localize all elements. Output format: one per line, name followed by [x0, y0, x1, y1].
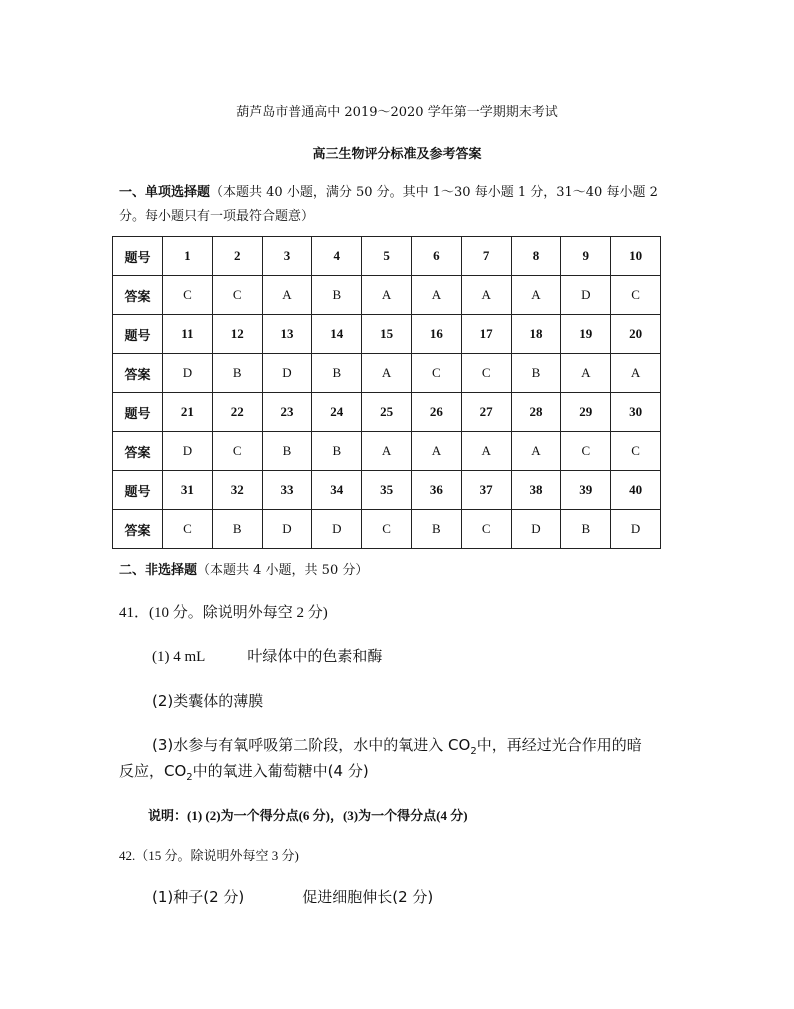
question-number-cell: 22: [212, 393, 262, 432]
section2-heading: 二、非选择题: [119, 563, 198, 578]
question-number-cell: 24: [312, 393, 362, 432]
answer-table: [112, 236, 661, 549]
answer-row: [113, 510, 661, 549]
row-label-number: 题号: [113, 471, 163, 510]
question-number-cell: 4: [312, 237, 362, 276]
answer-cell: C: [411, 354, 461, 393]
answer-cell: C: [611, 432, 661, 471]
question-number-cell: 9: [561, 237, 611, 276]
answer-cell: A: [362, 276, 412, 315]
answer-cell: C: [362, 510, 412, 549]
question-number-cell: 34: [312, 471, 362, 510]
question-number-cell: 8: [511, 237, 561, 276]
answer-cell: B: [511, 354, 561, 393]
q41-answer-3-line1-rest: 中，再经过光合作用的暗: [476, 736, 642, 754]
answer-cell: A: [411, 276, 461, 315]
q41-header: 41．(10 分。除说明外每空 2 分): [119, 605, 328, 621]
answer-cell: D: [163, 354, 213, 393]
question-number-cell: 39: [561, 471, 611, 510]
answer-cell: B: [212, 354, 262, 393]
answer-cell: B: [561, 510, 611, 549]
question-number-cell: 13: [262, 315, 312, 354]
answer-row: [113, 432, 661, 471]
answer-cell: A: [461, 432, 511, 471]
question-number-cell: 20: [611, 315, 661, 354]
answer-cell: A: [262, 276, 312, 315]
answer-cell: D: [163, 432, 213, 471]
question-number-cell: 16: [411, 315, 461, 354]
section1-description-line1: （本题共 40 小题，满分 50 分。其中 1～30 每小题 1 分，31～40 每小题 2: [210, 185, 658, 200]
answer-cell: D: [262, 354, 312, 393]
question-number-cell: 37: [461, 471, 511, 510]
answer-cell: A: [411, 432, 461, 471]
question-number-cell: 36: [411, 471, 461, 510]
question-number-cell: 29: [561, 393, 611, 432]
question-number-cell: 30: [611, 393, 661, 432]
answer-row: [113, 276, 661, 315]
answer-cell: D: [262, 510, 312, 549]
number-row: [113, 471, 661, 510]
row-label-answer: 答案: [113, 354, 163, 393]
question-number-cell: 31: [163, 471, 213, 510]
q41-answer-3-line2-text: 反应，CO: [119, 762, 187, 780]
question-number-cell: 6: [411, 237, 461, 276]
answer-cell: C: [212, 432, 262, 471]
answer-cell: D: [511, 510, 561, 549]
row-label-number: 题号: [113, 393, 163, 432]
section1-intro: [119, 181, 658, 229]
q42-answer-1-part2: 促进细胞伸长(2 分): [302, 888, 434, 906]
answer-cell: B: [312, 432, 362, 471]
q41-answer-3-line2-rest: 中的氧进入葡萄糖中(4 分): [192, 762, 369, 780]
number-row: [113, 315, 661, 354]
question-number-cell: 26: [411, 393, 461, 432]
co2-subscript: 2: [186, 772, 193, 783]
question-number-cell: 18: [511, 315, 561, 354]
exam-title: 葫芦岛市普通高中 2019～2020 学年第一学期期末考试: [236, 105, 558, 120]
question-number-cell: 2: [212, 237, 262, 276]
section1-description-line2: 分。每小题只有一项最符合题意）: [119, 209, 315, 224]
question-number-cell: 10: [611, 237, 661, 276]
question-number-cell: 23: [262, 393, 312, 432]
question-number-cell: 21: [163, 393, 213, 432]
question-number-cell: 3: [262, 237, 312, 276]
question-number-cell: 40: [611, 471, 661, 510]
co2-subscript: 2: [470, 746, 477, 757]
q42-answer-1: [152, 886, 433, 907]
row-label-answer: 答案: [113, 510, 163, 549]
answer-cell: C: [461, 510, 511, 549]
answer-cell: A: [611, 354, 661, 393]
row-label-number: 题号: [113, 237, 163, 276]
answer-cell: A: [362, 432, 412, 471]
question-number-cell: 33: [262, 471, 312, 510]
question-number-cell: 1: [163, 237, 213, 276]
row-label-number: 题号: [113, 315, 163, 354]
answer-row: [113, 354, 661, 393]
answer-cell: B: [411, 510, 461, 549]
answer-cell: A: [362, 354, 412, 393]
answer-cell: B: [212, 510, 262, 549]
answer-cell: D: [312, 510, 362, 549]
answer-cell: C: [561, 432, 611, 471]
answer-cell: C: [461, 354, 511, 393]
question-number-cell: 17: [461, 315, 511, 354]
answer-cell: A: [511, 432, 561, 471]
question-number-cell: 35: [362, 471, 412, 510]
answer-cell: A: [561, 354, 611, 393]
question-number-cell: 38: [511, 471, 561, 510]
question-number-cell: 15: [362, 315, 412, 354]
answer-key-subtitle: 高三生物评分标准及参考答案: [312, 147, 482, 162]
answer-cell: C: [163, 510, 213, 549]
q41-answer-3-line2: [119, 760, 369, 783]
q42-header: 42.（15 分。除说明外每空 3 分): [119, 848, 299, 863]
q41-answer-3-line1-text: (3)水参与有氧呼吸第二阶段，水中的氧进入 CO: [152, 736, 471, 754]
section1-heading: 一、单项选择题: [119, 185, 211, 200]
question-number-cell: 25: [362, 393, 412, 432]
answer-cell: C: [212, 276, 262, 315]
section2-description: （本题共 4 小题，共 50 分）: [197, 563, 369, 578]
number-row: [113, 393, 661, 432]
question-number-cell: 5: [362, 237, 412, 276]
answer-cell: B: [312, 276, 362, 315]
question-number-cell: 12: [212, 315, 262, 354]
question-number-cell: 19: [561, 315, 611, 354]
q41-answer-3-line1: [152, 734, 642, 757]
question-number-cell: 7: [461, 237, 511, 276]
answer-cell: C: [611, 276, 661, 315]
row-label-answer: 答案: [113, 276, 163, 315]
question-number-cell: 14: [312, 315, 362, 354]
answer-cell: B: [312, 354, 362, 393]
q41-answer-2: (2)类囊体的薄膜: [152, 692, 264, 710]
q41-answer-1: [152, 645, 382, 666]
answer-cell: B: [262, 432, 312, 471]
answer-cell: D: [561, 276, 611, 315]
row-label-answer: 答案: [113, 432, 163, 471]
answer-cell: D: [611, 510, 661, 549]
q41-answer-1-part2: 叶绿体中的色素和酶: [247, 647, 383, 665]
answer-cell: A: [461, 276, 511, 315]
question-number-cell: 28: [511, 393, 561, 432]
q41-scoring-note: 说明：(1) (2)为一个得分点(6 分)，(3)为一个得分点(4 分): [148, 808, 468, 823]
question-number-cell: 32: [212, 471, 262, 510]
question-number-cell: 27: [461, 393, 511, 432]
answer-cell: C: [163, 276, 213, 315]
section2-intro: [119, 559, 368, 578]
answer-cell: A: [511, 276, 561, 315]
number-row: [113, 237, 661, 276]
q42-answer-1-part1: (1)种子(2 分): [152, 888, 245, 906]
q41-answer-1-part1: (1) 4 mL: [152, 649, 206, 665]
question-number-cell: 11: [163, 315, 213, 354]
